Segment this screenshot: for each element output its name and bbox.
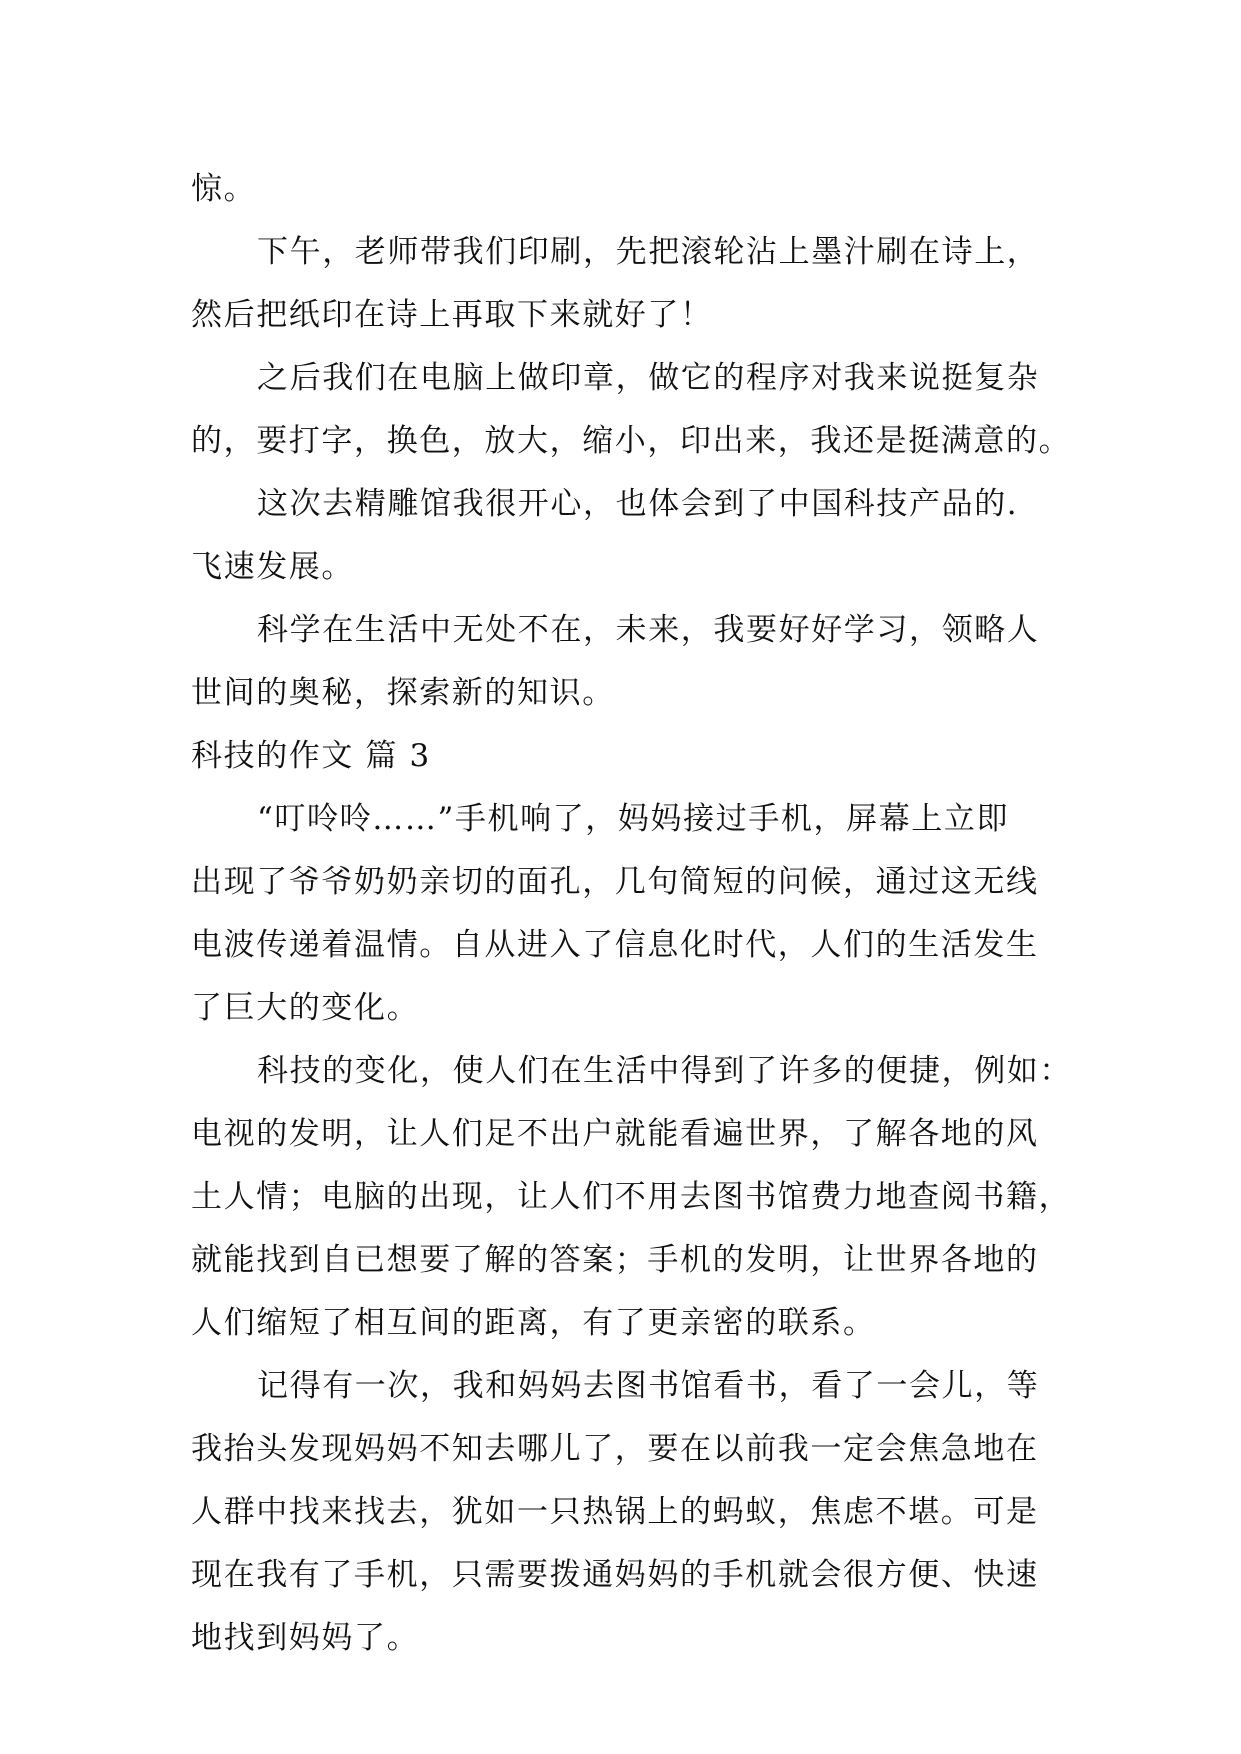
text-line: “叮呤呤……”手机响了，妈妈接过手机，屏幕上立即: [257, 801, 1010, 837]
text-line: 我抬头发现妈妈不知去哪儿了，要在以前我一定会焦急地在: [191, 1431, 1039, 1467]
text-line: 下午，老师带我们印刷，先把滚轮沾上墨汁刷在诗上，: [257, 234, 1040, 270]
text-line: 这次去精雕馆我很开心，也体会到了中国科技产品的.: [257, 486, 1019, 522]
text-line: 科学在生活中无处不在，未来，我要好好学习，领略人: [257, 612, 1040, 648]
text-line: 记得有一次，我和妈妈去图书馆看书，看了一会儿，等: [257, 1368, 1040, 1404]
text-line: 电波传递着温情。自从进入了信息化时代，人们的生活发生: [191, 927, 1039, 963]
text-line: 然后把纸印在诗上再取下来就好了！: [191, 297, 713, 333]
text-line: 土人情；电脑的出现，让人们不用去图书馆费力地查阅书籍，: [191, 1179, 1072, 1215]
text-line: 现在我有了手机，只需要拨通妈妈的手机就会很方便、快速: [191, 1557, 1039, 1593]
text-line: 人们缩短了相互间的距离，有了更亲密的联系。: [191, 1305, 876, 1341]
text-line: 惊。: [191, 171, 257, 207]
text-line: 世间的奥秘，探索新的知识。: [191, 675, 615, 711]
document-body: [191, 158, 1072, 1670]
text-line: 飞速发展。: [191, 549, 354, 585]
text-line: 地找到妈妈了。: [191, 1620, 420, 1656]
text-line: 出现了爷爷奶奶亲切的面孔，几句简短的问候，通过这无线: [191, 864, 1039, 900]
text-line: 就能找到自已想要了解的答案；手机的发明，让世界各地的: [191, 1242, 1039, 1278]
text-line: 之后我们在电脑上做印章，做它的程序对我来说挺复杂: [257, 360, 1040, 396]
text-line: 了巨大的变化。: [191, 990, 420, 1026]
text-line: 科技的作文 篇 3: [191, 738, 431, 774]
text-line: 科技的变化，使人们在生活中得到了许多的便捷，例如：: [257, 1053, 1072, 1089]
text-line: 人群中找来找去，犹如一只热锅上的蚂蚁，焦虑不堪。可是: [191, 1494, 1039, 1530]
text-line: 的，要打字，换色，放大，缩小，印出来，我还是挺满意的。: [191, 423, 1072, 459]
text-line: 电视的发明，让人们足不出户就能看遍世界，了解各地的风: [191, 1116, 1039, 1152]
